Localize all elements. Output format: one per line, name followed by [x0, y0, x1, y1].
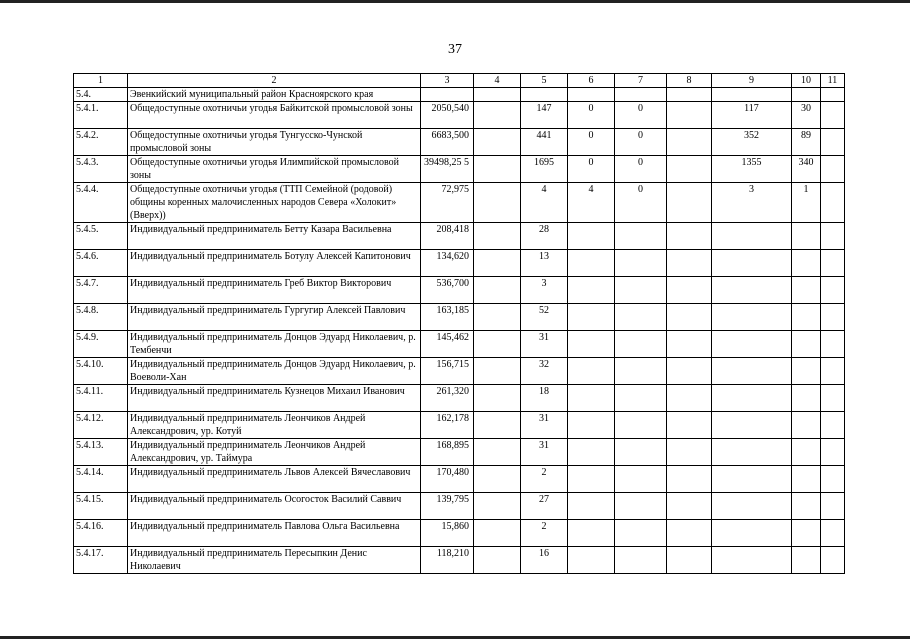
top-border-line [0, 0, 910, 3]
col8-value [667, 304, 712, 331]
col7-value: 0 [615, 156, 667, 183]
col5-value: 31 [521, 439, 568, 466]
col5-value: 31 [521, 412, 568, 439]
row-name: Индивидуальный предприниматель Леончиков Андрей Александрович, ур. Котуй [128, 412, 421, 439]
table-row [74, 129, 845, 156]
col8-value [667, 331, 712, 358]
row-number: 5.4.11. [74, 385, 128, 412]
area-value: 2050,540 [421, 102, 474, 129]
col11-value [821, 466, 845, 493]
area-value: 118,210 [421, 547, 474, 574]
col7-value [615, 304, 667, 331]
col9-value [712, 520, 792, 547]
col11-value [821, 412, 845, 439]
area-value: 261,320 [421, 385, 474, 412]
col6-value [568, 223, 615, 250]
row-name: Индивидуальный предприниматель Бетту Казара Васильевна [128, 223, 421, 250]
row-number: 5.4.15. [74, 493, 128, 520]
col11-value [821, 156, 845, 183]
col6-value [568, 493, 615, 520]
col6-value [568, 520, 615, 547]
table-row [74, 439, 845, 466]
col4-value [474, 439, 521, 466]
table-row [74, 304, 845, 331]
empty-cell [615, 88, 667, 102]
row-number: 5.4.6. [74, 250, 128, 277]
row-number: 5.4.12. [74, 412, 128, 439]
col9-value [712, 277, 792, 304]
col4-value [474, 547, 521, 574]
empty-cell [712, 88, 792, 102]
section-row [74, 88, 845, 102]
col6-value: 0 [568, 156, 615, 183]
col9-value [712, 547, 792, 574]
col6-value: 0 [568, 102, 615, 129]
col5-value: 16 [521, 547, 568, 574]
col5-value: 18 [521, 385, 568, 412]
col9-value: 352 [712, 129, 792, 156]
row-number: 5.4.14. [74, 466, 128, 493]
col4-value [474, 129, 521, 156]
row-number: 5.4.9. [74, 331, 128, 358]
col10-value: 89 [792, 129, 821, 156]
col6-value [568, 358, 615, 385]
empty-cell [821, 88, 845, 102]
col9-value [712, 331, 792, 358]
col10-value [792, 466, 821, 493]
table-row [74, 466, 845, 493]
col7-value [615, 385, 667, 412]
col4-value [474, 156, 521, 183]
col11-value [821, 493, 845, 520]
table-row [74, 277, 845, 304]
col9-value: 3 [712, 183, 792, 223]
row-name: Индивидуальный предприниматель Донцов Эдуард Николаевич, р. Тембенчи [128, 331, 421, 358]
row-name: Общедоступные охотничьи угодья Байкитской промысловой зоны [128, 102, 421, 129]
area-value: 6683,500 [421, 129, 474, 156]
col7-value: 0 [615, 129, 667, 156]
table-row [74, 412, 845, 439]
col10-value: 30 [792, 102, 821, 129]
col6-value [568, 304, 615, 331]
section-name: Эвенкийский муниципальный район Красноярского края [128, 88, 421, 102]
col4-value [474, 183, 521, 223]
row-number: 5.4.2. [74, 129, 128, 156]
row-name: Индивидуальный предприниматель Ботулу Алексей Капитонович [128, 250, 421, 277]
col8-value [667, 358, 712, 385]
column-header: 2 [128, 74, 421, 88]
col11-value [821, 129, 845, 156]
col9-value [712, 385, 792, 412]
col5-value: 4 [521, 183, 568, 223]
area-value: 162,178 [421, 412, 474, 439]
col4-value [474, 520, 521, 547]
col6-value [568, 385, 615, 412]
column-header: 6 [568, 74, 615, 88]
col8-value [667, 129, 712, 156]
col6-value [568, 412, 615, 439]
area-value: 163,185 [421, 304, 474, 331]
col6-value [568, 250, 615, 277]
area-value: 39498,25 5 [421, 156, 474, 183]
col6-value: 4 [568, 183, 615, 223]
col8-value [667, 520, 712, 547]
col6-value [568, 277, 615, 304]
table-row [74, 547, 845, 574]
col8-value [667, 183, 712, 223]
col10-value [792, 223, 821, 250]
row-name: Индивидуальный предприниматель Львов Алексей Вячеславович [128, 466, 421, 493]
table-row [74, 250, 845, 277]
col8-value [667, 439, 712, 466]
col5-value: 441 [521, 129, 568, 156]
table-row [74, 493, 845, 520]
table-row [74, 331, 845, 358]
col9-value [712, 304, 792, 331]
area-value: 134,620 [421, 250, 474, 277]
col7-value [615, 277, 667, 304]
col10-value [792, 304, 821, 331]
row-name: Общедоступные охотничьи угодья Тунгусско-Чунской промысловой зоны [128, 129, 421, 156]
empty-cell [474, 88, 521, 102]
column-header: 1 [74, 74, 128, 88]
row-name: Индивидуальный предприниматель Греб Виктор Викторович [128, 277, 421, 304]
area-value: 15,860 [421, 520, 474, 547]
col5-value: 2 [521, 466, 568, 493]
row-name: Индивидуальный предприниматель Павлова Ольга Васильевна [128, 520, 421, 547]
column-header: 5 [521, 74, 568, 88]
col8-value [667, 412, 712, 439]
col5-value: 31 [521, 331, 568, 358]
col10-value [792, 277, 821, 304]
column-header: 4 [474, 74, 521, 88]
col4-value [474, 331, 521, 358]
col8-value [667, 156, 712, 183]
col4-value [474, 277, 521, 304]
row-number: 5.4.10. [74, 358, 128, 385]
area-value: 72,975 [421, 183, 474, 223]
col9-value: 117 [712, 102, 792, 129]
col7-value [615, 439, 667, 466]
column-header: 8 [667, 74, 712, 88]
col8-value [667, 385, 712, 412]
row-number: 5.4.3. [74, 156, 128, 183]
col5-value: 147 [521, 102, 568, 129]
table-row [74, 358, 845, 385]
area-value: 536,700 [421, 277, 474, 304]
area-value: 168,895 [421, 439, 474, 466]
col7-value [615, 223, 667, 250]
col5-value: 52 [521, 304, 568, 331]
page-number: 37 [448, 42, 462, 57]
col11-value [821, 358, 845, 385]
row-number: 5.4.13. [74, 439, 128, 466]
col11-value [821, 250, 845, 277]
area-value: 139,795 [421, 493, 474, 520]
col8-value [667, 250, 712, 277]
empty-cell [667, 88, 712, 102]
col9-value [712, 439, 792, 466]
bottom-border-line [0, 636, 910, 639]
row-number: 5.4.5. [74, 223, 128, 250]
col11-value [821, 277, 845, 304]
row-name: Индивидуальный предприниматель Донцов Эдуард Николаевич, р. Воеволи-Хан [128, 358, 421, 385]
col4-value [474, 250, 521, 277]
col9-value [712, 466, 792, 493]
row-number: 5.4.7. [74, 277, 128, 304]
table-row [74, 102, 845, 129]
col11-value [821, 102, 845, 129]
col11-value [821, 520, 845, 547]
row-number: 5.4.1. [74, 102, 128, 129]
area-value: 145,462 [421, 331, 474, 358]
col10-value [792, 439, 821, 466]
col5-value: 3 [521, 277, 568, 304]
col10-value [792, 493, 821, 520]
area-value: 208,418 [421, 223, 474, 250]
hunting-grounds-table [73, 73, 845, 574]
col9-value [712, 250, 792, 277]
area-value: 170,480 [421, 466, 474, 493]
col9-value: 1355 [712, 156, 792, 183]
col5-value: 13 [521, 250, 568, 277]
col11-value [821, 547, 845, 574]
col7-value: 0 [615, 102, 667, 129]
col7-value [615, 331, 667, 358]
row-name: Индивидуальный предприниматель Осогосток Василий Саввич [128, 493, 421, 520]
col8-value [667, 277, 712, 304]
empty-cell [421, 88, 474, 102]
col10-value [792, 520, 821, 547]
col7-value [615, 493, 667, 520]
col7-value: 0 [615, 183, 667, 223]
col5-value: 1695 [521, 156, 568, 183]
empty-cell [792, 88, 821, 102]
col10-value [792, 385, 821, 412]
col4-value [474, 466, 521, 493]
row-number: 5.4.16. [74, 520, 128, 547]
col4-value [474, 493, 521, 520]
col11-value [821, 223, 845, 250]
col9-value [712, 493, 792, 520]
col5-value: 32 [521, 358, 568, 385]
col7-value [615, 250, 667, 277]
col7-value [615, 547, 667, 574]
column-header: 11 [821, 74, 845, 88]
col11-value [821, 183, 845, 223]
col4-value [474, 412, 521, 439]
table-row [74, 520, 845, 547]
row-name: Индивидуальный предприниматель Леончиков Андрей Александрович, ур. Таймура [128, 439, 421, 466]
col8-value [667, 493, 712, 520]
col10-value [792, 547, 821, 574]
section-number: 5.4. [74, 88, 128, 102]
col6-value: 0 [568, 129, 615, 156]
col5-value: 28 [521, 223, 568, 250]
col10-value [792, 412, 821, 439]
col10-value: 1 [792, 183, 821, 223]
column-header: 10 [792, 74, 821, 88]
col6-value [568, 331, 615, 358]
col6-value [568, 547, 615, 574]
col10-value: 340 [792, 156, 821, 183]
col4-value [474, 304, 521, 331]
col4-value [474, 358, 521, 385]
row-number: 5.4.8. [74, 304, 128, 331]
col11-value [821, 385, 845, 412]
col7-value [615, 358, 667, 385]
col4-value [474, 102, 521, 129]
col9-value [712, 223, 792, 250]
col8-value [667, 102, 712, 129]
col5-value: 27 [521, 493, 568, 520]
col8-value [667, 466, 712, 493]
row-name: Индивидуальный предприниматель Гургугир Алексей Павлович [128, 304, 421, 331]
col7-value [615, 412, 667, 439]
col8-value [667, 547, 712, 574]
col9-value [712, 358, 792, 385]
table-row [74, 385, 845, 412]
col6-value [568, 439, 615, 466]
col7-value [615, 466, 667, 493]
row-name: Общедоступные охотничьи угодья (ТТП Семейной (родовой) общины коренных малочисленных народов Севера «Холокит» (Вверх)) [128, 183, 421, 223]
col9-value [712, 412, 792, 439]
area-value: 156,715 [421, 358, 474, 385]
col10-value [792, 331, 821, 358]
column-header: 7 [615, 74, 667, 88]
col5-value: 2 [521, 520, 568, 547]
empty-cell [568, 88, 615, 102]
col10-value [792, 358, 821, 385]
col6-value [568, 466, 615, 493]
row-name: Общедоступные охотничьи угодья Илимпийской промысловой зоны [128, 156, 421, 183]
row-number: 5.4.17. [74, 547, 128, 574]
col4-value [474, 223, 521, 250]
col4-value [474, 385, 521, 412]
col7-value [615, 520, 667, 547]
empty-cell [521, 88, 568, 102]
col11-value [821, 304, 845, 331]
col10-value [792, 250, 821, 277]
column-header: 9 [712, 74, 792, 88]
row-name: Индивидуальный предприниматель Кузнецов Михаил Иванович [128, 385, 421, 412]
col8-value [667, 223, 712, 250]
row-name: Индивидуальный предприниматель Пересыпкин Денис Николаевич [128, 547, 421, 574]
col11-value [821, 439, 845, 466]
column-header: 3 [421, 74, 474, 88]
table-row [74, 183, 845, 223]
table-header-row [74, 74, 845, 88]
table-row [74, 223, 845, 250]
col11-value [821, 331, 845, 358]
row-number: 5.4.4. [74, 183, 128, 223]
table-row [74, 156, 845, 183]
